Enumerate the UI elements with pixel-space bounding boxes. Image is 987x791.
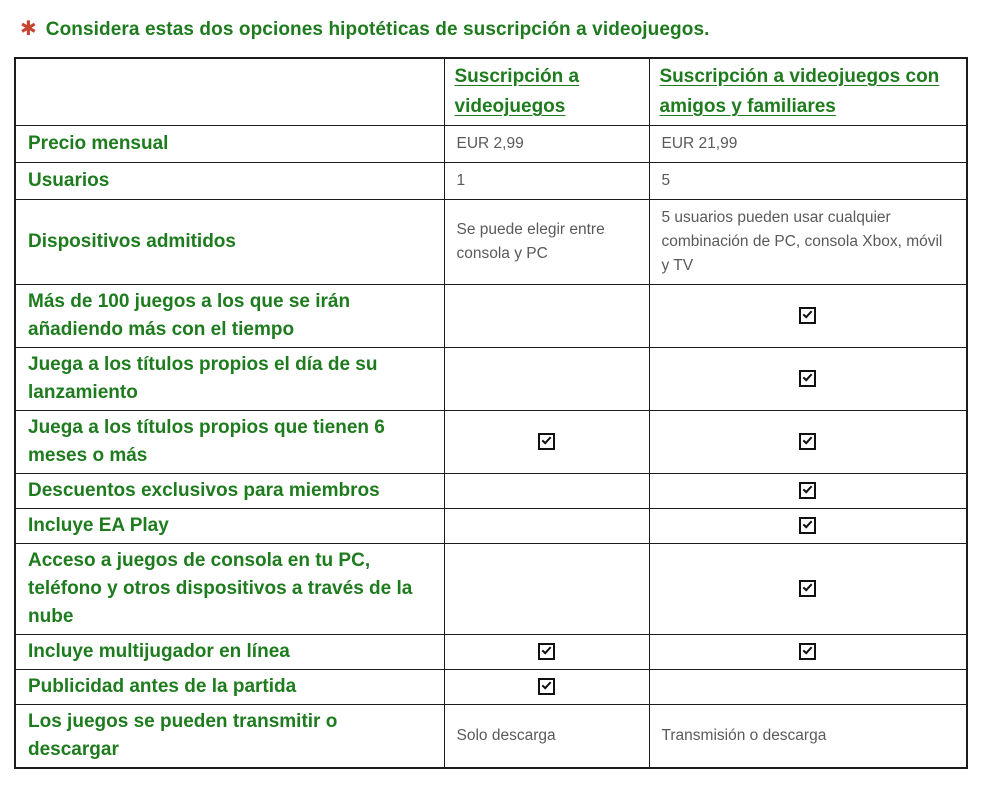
checkmark-icon — [803, 372, 813, 382]
check-cell — [649, 411, 967, 474]
row-label: Usuarios — [15, 163, 444, 200]
checkmark-icon — [803, 435, 813, 445]
table-row — [15, 670, 967, 705]
row-label: Precio mensual — [15, 126, 444, 163]
question-prompt — [0, 12, 987, 43]
table-body — [15, 126, 967, 769]
row-label: Más de 100 juegos a los que se irán añadiendo más con el tiempo — [15, 285, 444, 348]
value-cell: Transmisión o descarga — [649, 705, 967, 769]
table-row — [15, 544, 967, 635]
value-cell: Solo descarga — [444, 705, 649, 769]
checked-checkbox-icon — [799, 433, 816, 450]
table-row — [15, 474, 967, 509]
value-cell: 5 usuarios pueden usar cualquier combinación de PC, consola Xbox, móvil y TV — [649, 200, 967, 285]
row-label: Publicidad antes de la partida — [15, 670, 444, 705]
checked-checkbox-icon — [799, 370, 816, 387]
check-cell — [649, 474, 967, 509]
value-cell: 1 — [444, 163, 649, 200]
required-asterisk-icon: ✱ — [20, 18, 37, 40]
check-cell — [649, 544, 967, 635]
checkmark-icon — [542, 435, 552, 445]
empty-cell — [649, 670, 967, 705]
value-cell: EUR 2,99 — [444, 126, 649, 163]
checked-checkbox-icon — [799, 482, 816, 499]
row-label: Juega a los títulos propios el día de su lanzamiento — [15, 348, 444, 411]
table-row — [15, 126, 967, 163]
row-label: Acceso a juegos de consola en tu PC, teléfono y otros dispositivos a través de la nube — [15, 544, 444, 635]
empty-cell — [444, 474, 649, 509]
table-row — [15, 509, 967, 544]
empty-cell — [444, 285, 649, 348]
checkmark-icon — [803, 484, 813, 494]
checked-checkbox-icon — [799, 580, 816, 597]
checkmark-icon — [803, 309, 813, 319]
header-cell-empty — [15, 58, 444, 126]
table-row — [15, 635, 967, 670]
check-cell — [649, 635, 967, 670]
check-cell — [649, 509, 967, 544]
checked-checkbox-icon — [799, 643, 816, 660]
check-cell — [444, 670, 649, 705]
row-label: Descuentos exclusivos para miembros — [15, 474, 444, 509]
checked-checkbox-icon — [799, 307, 816, 324]
header-cell-plan-family: Suscripción a videojuegos con amigos y familiares — [649, 58, 967, 126]
value-cell: EUR 21,99 — [649, 126, 967, 163]
checkmark-icon — [803, 519, 813, 529]
check-cell — [444, 635, 649, 670]
empty-cell — [444, 509, 649, 544]
row-label: Dispositivos admitidos — [15, 200, 444, 285]
subscription-comparison-table — [14, 57, 968, 769]
row-label: Juega a los títulos propios que tienen 6 meses o más — [15, 411, 444, 474]
checked-checkbox-icon — [538, 643, 555, 660]
header-row — [15, 58, 967, 126]
row-label: Incluye EA Play — [15, 509, 444, 544]
question-title: Considera estas dos opciones hipotéticas de suscripción a videojuegos. — [45, 19, 710, 40]
table-row — [15, 411, 967, 474]
check-cell — [649, 348, 967, 411]
checkmark-icon — [803, 645, 813, 655]
table-header — [15, 58, 967, 126]
header-cell-plan-basic: Suscripción a videojuegos — [444, 58, 649, 126]
check-cell — [649, 285, 967, 348]
check-cell — [444, 411, 649, 474]
row-label: Incluye multijugador en línea — [15, 635, 444, 670]
empty-cell — [444, 348, 649, 411]
table-row — [15, 705, 967, 769]
row-label: Los juegos se pueden transmitir o descargar — [15, 705, 444, 769]
table-row — [15, 200, 967, 285]
empty-cell — [444, 544, 649, 635]
table-row — [15, 348, 967, 411]
value-cell: Se puede elegir entre consola y PC — [444, 200, 649, 285]
table-row — [15, 163, 967, 200]
checked-checkbox-icon — [538, 678, 555, 695]
checkmark-icon — [542, 645, 552, 655]
checkmark-icon — [803, 582, 813, 592]
checkmark-icon — [542, 680, 552, 690]
value-cell: 5 — [649, 163, 967, 200]
table-row — [15, 285, 967, 348]
checked-checkbox-icon — [799, 517, 816, 534]
checked-checkbox-icon — [538, 433, 555, 450]
